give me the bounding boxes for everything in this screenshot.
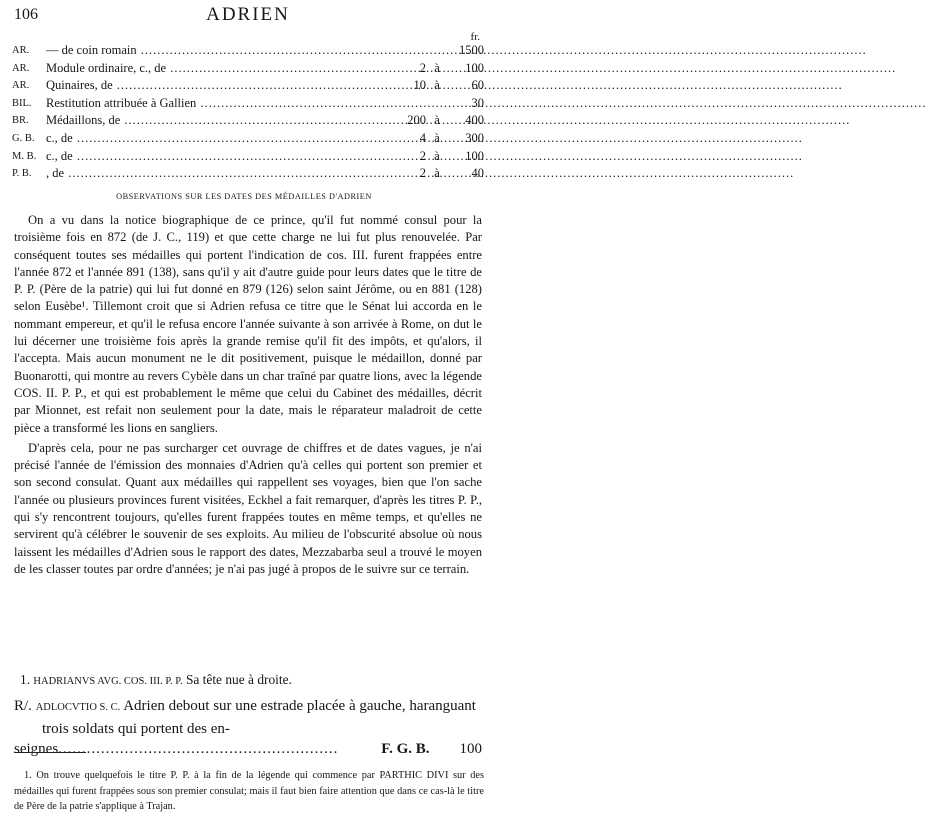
coin-obverse — [20, 670, 482, 692]
price-row — [12, 165, 484, 183]
price-range-sep: à — [434, 130, 440, 145]
metal-abbrev: AR. — [12, 62, 30, 74]
price-high: 100 — [465, 148, 484, 163]
price-high: 1500 — [459, 43, 484, 57]
price-low: 2 — [419, 60, 426, 75]
paragraph: D'après cela, pour ne pas surcharger cet ouvrage de chiffres et de dates vagues, je n'ai précisé l'année de l'émission des monnaies d'Adrien qu'à celles qui portent son premier et son second consulat. Quant aux médailles qui rappellent ses voyages, bien que l'on sache l'année ou plusieurs provinces furent visitées, Eckhel a fait remarquer, d'après les titres P. P., qui s'y rencontrent toujours, qu'elles furent frappées toutes en même temps, et qu'elles ne servirent qu'à célébrer le souvenir de ses exploits. Au milieu de l'obscurité absolue où nous laissent les médailles d'Adrien sous le rapport des dates, Mezzabarba seul a trouvé le moyen de les classer toutes par ordre d'années; je n'ai pas jugé à propos de le suivre sur ce terrain. — [14, 440, 482, 576]
coin-number: 1. — [20, 672, 31, 687]
price-row — [12, 60, 484, 78]
coin-grade: F. G. B. — [381, 741, 430, 757]
price-description: c., de ..... — [46, 148, 372, 166]
price-low: 200 — [407, 113, 426, 128]
price-description: Module ordinaire, c., de ..... — [46, 60, 372, 78]
footnote-divider — [14, 752, 86, 753]
coin-rating — [381, 739, 482, 760]
metal-abbrev: G. B. — [12, 132, 35, 144]
price-high: 30 — [471, 95, 484, 110]
price-range-sep: à — [434, 78, 440, 93]
metal-abbrev: AR. — [12, 45, 30, 56]
price-low: 2 — [419, 166, 426, 181]
obverse-description: Sa tête nue à droite. — [185, 672, 292, 687]
price-range — [374, 130, 484, 148]
metal-abbrev: P. B. — [12, 168, 32, 180]
price-row — [12, 42, 484, 60]
price-range — [374, 165, 484, 183]
paragraph: On a vu dans la notice biographique de ce prince, qu'il fut nommé consul pour la troisième fois en 872 (de J. C., 119) et que cette charge ne lui fut plus renouvelée. Par conséquent toutes ses médailles qui portent l'indication de cos. III. furent frappées entre l'année 872 et l'année 891 (138), sans qu'il y ait d'autre guide pour leurs dates que le titre de P. P. (Père de la patrie) qui lui fut donné en 879 (126) selon saint Jérôme, ou en 881 (128) selon Eusèbe¹. Tillemont croit que si Adrien refusa ce titre que le Sénat lui accorda en le nommant empereur, et qu'il le refusa encore l'année suivante à son arrivée à Rome, on dut le lui décerner une troisième fois après la grande remise qu'il fit des impôts, et qu'alors, il l'accepta. Mais aucun monument ne le dit positivement, puisque le médaillon, donné par Buonarotti, qui montre au revers Cybèle dans un char traîné par quatre lions, avec la légende COS. II. P. P., et qui est probablement le même que celui du Cabinet des médailles, décrit par Mionnet, est refait non seulement pour la date, mais le réparateur maladroit de cette pièce a transformé les lions en sangliers. — [14, 213, 482, 435]
price-row — [12, 77, 484, 95]
coin-entry — [14, 670, 482, 760]
price-high: 60 — [471, 78, 484, 93]
metal-abbrev: AR. — [12, 80, 30, 92]
price-range-sep: à — [434, 166, 440, 181]
price-description: — de coin romain ..... — [46, 42, 372, 60]
price-low: 2 — [419, 148, 426, 163]
reverse-mark: R/. — [14, 698, 32, 714]
price-range — [374, 77, 484, 95]
metal-abbrev: BR. — [12, 115, 29, 127]
price-range — [374, 42, 484, 60]
obverse-legend: HADRIANVS AVG. COS. III. P. P. — [33, 676, 183, 687]
section-heading: OBSERVATIONS SUR LES DATES DES MÉDAILLES D'ADRIEN — [116, 192, 372, 201]
reverse-description-end: seignes ..... — [14, 741, 338, 757]
price-range-sep: à — [434, 60, 440, 75]
price-row — [12, 130, 484, 148]
price-high: 40 — [471, 166, 484, 181]
price-range — [374, 60, 484, 78]
metal-abbrev: M. B. — [12, 150, 37, 162]
reverse-last-line — [14, 739, 482, 760]
price-range — [374, 95, 484, 113]
price-row — [12, 95, 484, 113]
price-description: c., de ..... — [46, 130, 372, 148]
price-range — [374, 148, 484, 166]
price-description: Restitution attribuée à Gallien ..... — [46, 95, 372, 113]
price-description: , de ..... — [46, 165, 372, 183]
price-unit-label: fr. — [470, 31, 480, 43]
price-high: 400 — [465, 113, 484, 128]
price-description: Médaillons, de ..... — [46, 112, 372, 130]
price-high: 300 — [465, 130, 484, 145]
price-description: Quinaires, de ..... — [46, 77, 372, 95]
price-row — [12, 148, 484, 166]
price-range-sep: à — [434, 113, 440, 128]
reverse-description: Adrien debout sur une estrade placée à gauche, haranguant trois soldats qui portent des en- — [42, 698, 476, 737]
coin-price: 100 — [459, 741, 482, 757]
price-low: 4 — [419, 130, 426, 145]
price-row — [12, 112, 484, 130]
observations-text — [14, 212, 482, 578]
page-title: ADRIEN — [206, 4, 290, 25]
footnote-text: 1. On trouve quelquefois le titre P. P. à la fin de la légende qui commence par PARTHIC DIVI sur des médailles qui furent frappées sous son premier consulat; mais il faut bien faire attention que dans ce cas-là le titre de Père de la patrie s'applique à Trajan. — [14, 770, 484, 813]
price-list — [12, 42, 484, 183]
price-range-sep: à — [434, 148, 440, 163]
coin-reverse — [14, 696, 482, 760]
price-high: 100 — [465, 60, 484, 75]
page-number: 106 — [14, 6, 38, 23]
footnote — [14, 768, 484, 815]
metal-abbrev: BIL. — [12, 97, 32, 109]
running-header — [14, 4, 482, 26]
price-low: 10 — [413, 78, 426, 93]
price-range — [374, 112, 484, 130]
reverse-legend: ADLOCVTIO S. C. — [35, 702, 121, 713]
